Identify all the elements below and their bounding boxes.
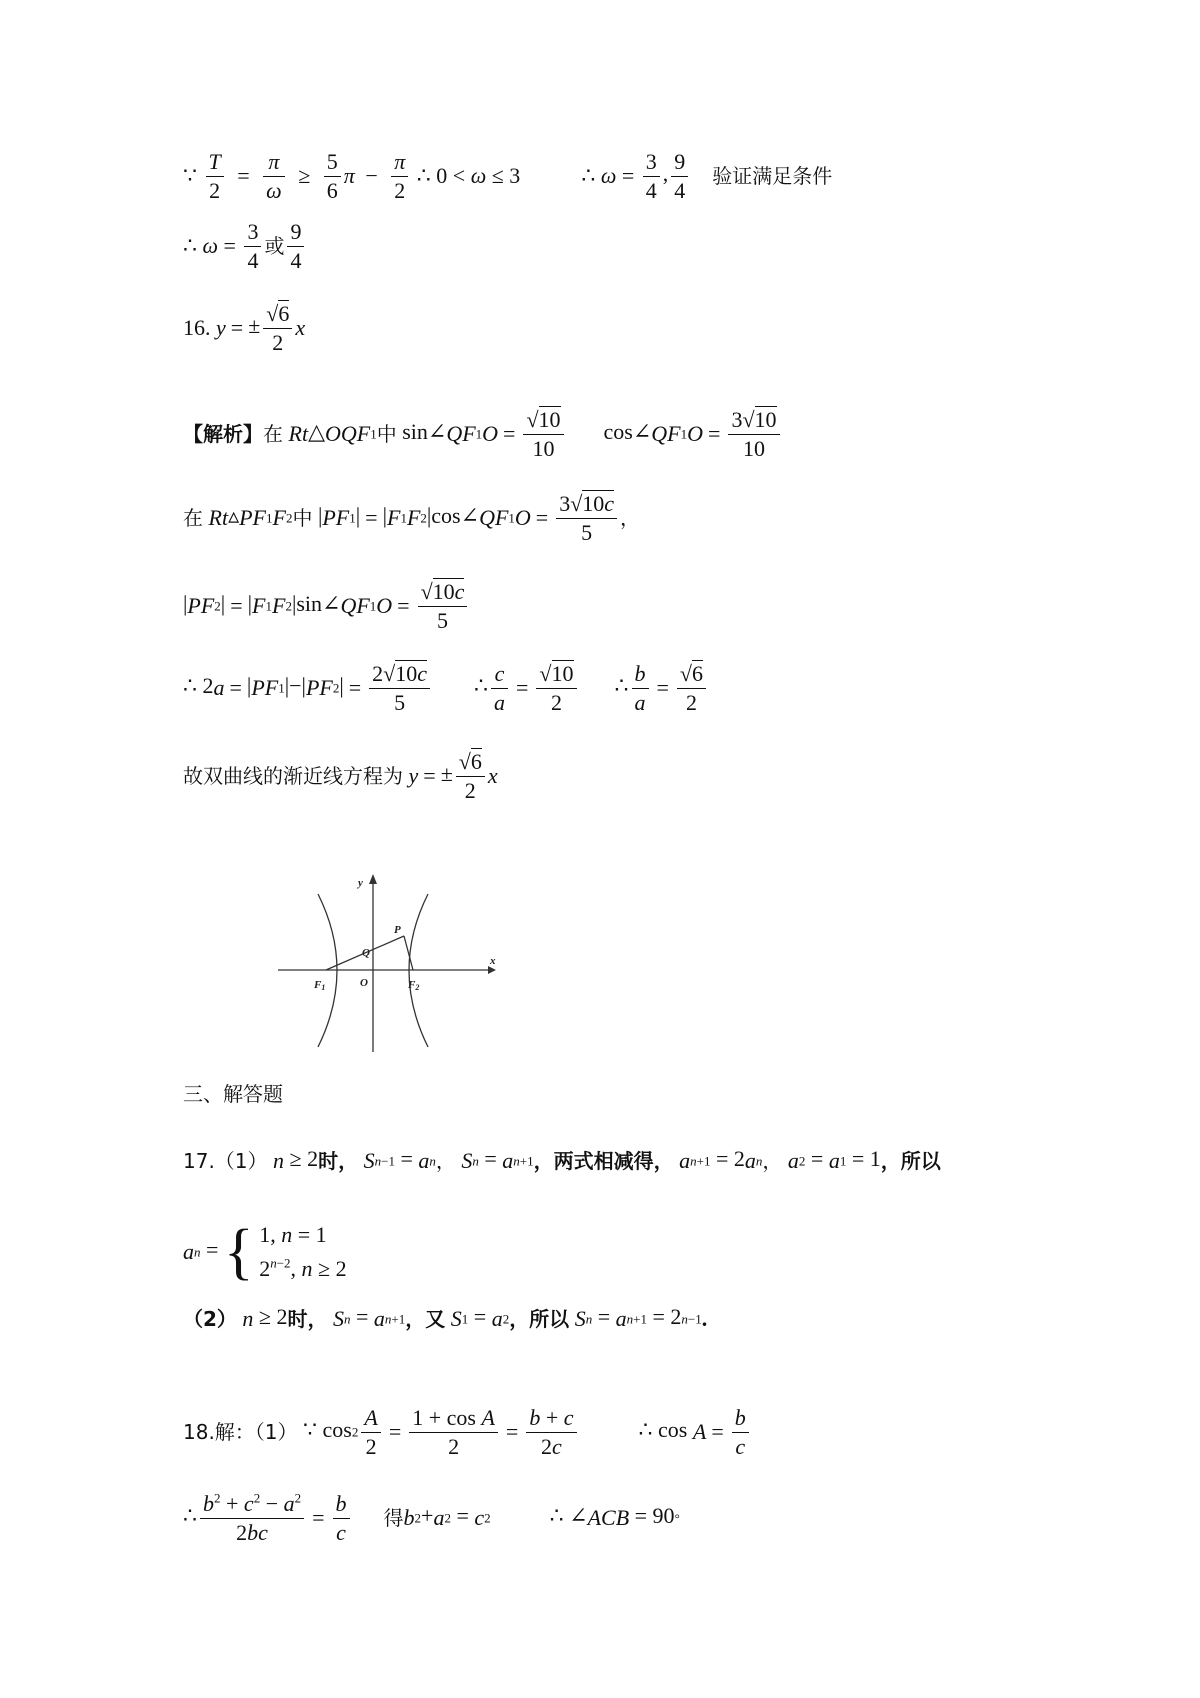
- point-p-label: P: [394, 924, 401, 936]
- q17-part2: （2） n ≥ 2时， Sn = an+1，又 S1 = a2，所以 Sn = an+1 = 2n−1.: [183, 1304, 708, 1331]
- focus-f1-label: F1: [314, 979, 326, 992]
- x-axis-arrow: [488, 966, 496, 974]
- q18-line2: ∴ $\frac{b^2 + c^2 - a^2}{2bc}$ = $\frac{b}{c}$ 得b2+a2 = c2 ∴ ∠ACB = 90°: [183, 1490, 680, 1545]
- q18-line1: 18.解：（1） ∵ cos2 $\frac{A}{2}$ = $\frac{\text{1 + cos A}}{2}$ = $\frac{b + c}{2c}$ ∴ cos A = $\frac{b}{c}$: [183, 1404, 752, 1460]
- origin-o-label: O: [360, 977, 368, 989]
- q17-piecewise: an = { 1, n = 1 $2^{n-2}$, n ≥ 2: [183, 1218, 347, 1287]
- comma-q17: ，: [435, 1148, 456, 1173]
- axis-y-label: y: [358, 877, 363, 889]
- y-axis-arrow: [369, 874, 377, 884]
- conclusion-text: 故双曲线的渐近线方程为: [183, 764, 403, 788]
- comma-q17b: ，: [762, 1148, 783, 1173]
- verify-text: 验证满足条件: [712, 164, 833, 188]
- pf1-line: 在 Rt▵PF1F2中 |PF1| = |F1F2|cos∠QF1O = $\frac{3√10c}{5}$ ，: [183, 491, 641, 545]
- q17-subtract: ，两式相减得，: [533, 1148, 674, 1173]
- zai-text: 在: [263, 422, 283, 446]
- line-omega-result: ∴ ω = $\frac{3}{4}$ 或 $\frac{9}{4}$: [183, 218, 307, 274]
- q17-you: ，又: [405, 1306, 446, 1331]
- zhong-text: 中: [376, 422, 397, 446]
- focus-f2-label: F2: [408, 979, 420, 992]
- axis-x-label: x: [490, 955, 496, 967]
- q17-suoyi: ，所以: [880, 1148, 941, 1173]
- or-text: 或: [264, 234, 285, 258]
- hyperbola-figure: [278, 872, 508, 1052]
- zhong-text-2: 中: [292, 506, 313, 530]
- q17-part2-prefix: （2）: [183, 1306, 237, 1331]
- q17-when-2: 时，: [287, 1306, 328, 1331]
- section-heading: 三、解答题: [183, 1082, 283, 1106]
- jiexi-line: 【解析】在 Rt△OQF1中 sin∠QF1O = $\frac{√10}{10}$ cos∠QF1O = $\frac{3√10}{10}$: [183, 406, 783, 462]
- q16-answer: 16. y = ± $\frac{√6}{2}$ x: [183, 301, 306, 355]
- ratio-line: ∴ 2a = |PF1|−|PF2| = $\frac{2√10c}{5}$ ∴ $\frac{c}{a}$ = $\frac{√10}{2}$ ∴ $\frac{b}{a}$ = $\frac{√6}{2}$: [183, 660, 709, 716]
- q17-prefix: 17.（1）: [183, 1148, 268, 1173]
- q18-prefix: 18.解：（1）: [183, 1420, 298, 1444]
- q16-number: 16.: [183, 315, 211, 340]
- q17-when: 时，: [318, 1148, 359, 1173]
- line-omega-condition: ∵ $\frac{T}{2}$ = $\frac{\pi}{\omega}$ ≥ $\frac{5}{6}$ π − $\frac{\pi}{2}$ ∴ 0 < ω ≤ 3 ∴ ω = $\frac{3}{4}$ , $\frac{9}{4}$ 验证满足条件: [183, 149, 833, 203]
- point-q-label: Q: [362, 947, 370, 959]
- pf2-line: |PF2| = |F1F2|sin∠QF1O = $\frac{√10c}{5}$: [183, 578, 470, 634]
- q17-part1: 17.（1） n ≥ 2时， Sn−1 = an， Sn = an+1，两式相减得， an+1 = 2an， a2 = a1 = 1，所以: [183, 1146, 941, 1173]
- jiexi-label: 【解析】: [183, 422, 263, 446]
- q17-suoyi-2: ，所以: [509, 1306, 570, 1331]
- zai-text-2: 在: [183, 506, 203, 530]
- q18-de: 得: [383, 1506, 404, 1530]
- comma-text: ，: [620, 506, 641, 530]
- asymptote-line: 故双曲线的渐近线方程为 y = ± $\frac{√6}{2}$ x: [183, 749, 498, 803]
